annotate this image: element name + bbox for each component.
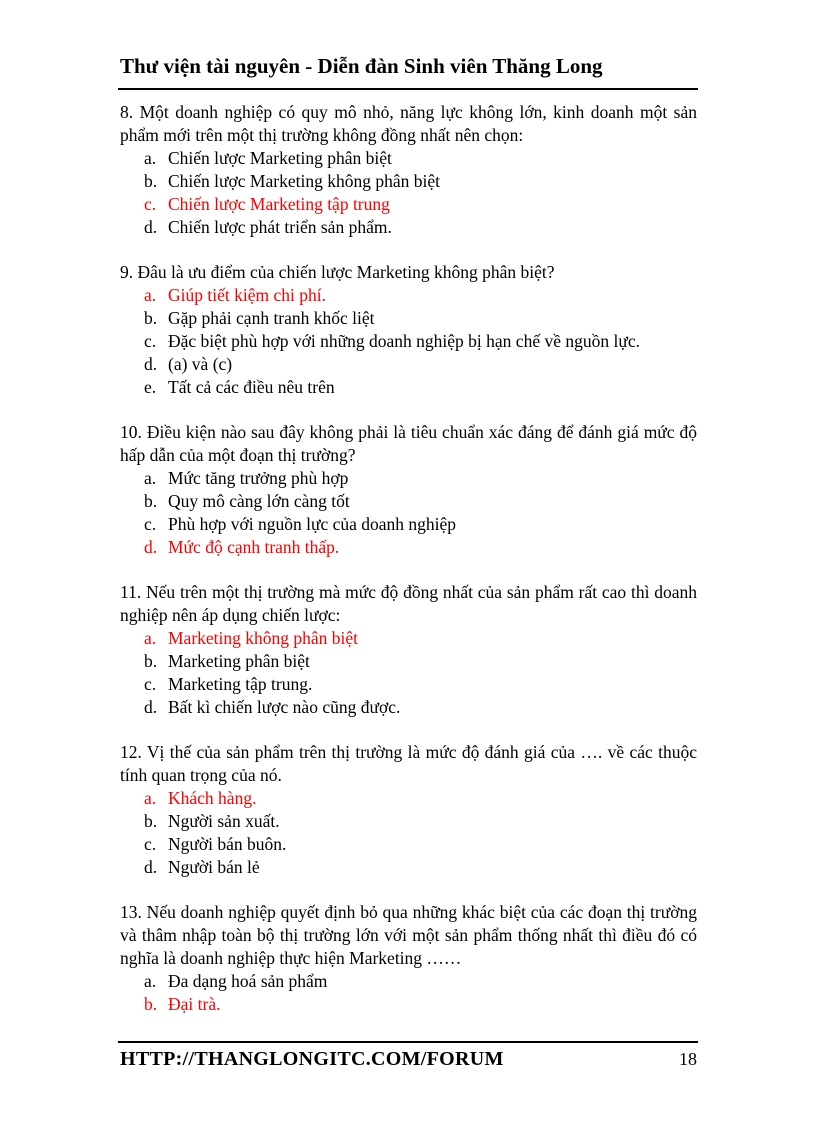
option-text: Chiến lược Marketing phân biệt bbox=[168, 148, 392, 168]
option-list bbox=[120, 970, 697, 1016]
header-divider bbox=[118, 88, 698, 90]
option-letter: a. bbox=[144, 148, 157, 168]
option-b bbox=[144, 307, 697, 330]
option-b bbox=[144, 650, 697, 673]
option-a-correct bbox=[144, 787, 697, 810]
option-list bbox=[120, 284, 697, 399]
option-letter: c. bbox=[144, 834, 157, 854]
option-letter: a. bbox=[144, 468, 157, 488]
option-letter: a. bbox=[144, 285, 157, 305]
option-c bbox=[144, 833, 697, 856]
question-8 bbox=[120, 101, 697, 239]
option-letter: b. bbox=[144, 651, 158, 671]
option-text: Tất cả các điều nêu trên bbox=[168, 377, 335, 397]
option-text: Chiến lược phát triển sản phẩm. bbox=[168, 217, 392, 237]
option-c bbox=[144, 513, 697, 536]
option-text: Marketing không phân biệt bbox=[168, 628, 359, 648]
page-number: 18 bbox=[679, 1049, 697, 1069]
question-9 bbox=[120, 261, 697, 399]
option-letter: c. bbox=[144, 674, 157, 694]
option-text: Giúp tiết kiệm chi phí. bbox=[168, 285, 326, 305]
option-letter: d. bbox=[144, 697, 158, 717]
option-letter: a. bbox=[144, 788, 157, 808]
option-text: Bất kì chiến lược nào cũng được. bbox=[168, 697, 401, 717]
option-text: Mức tăng trưởng phù hợp bbox=[168, 468, 349, 488]
option-b bbox=[144, 170, 697, 193]
option-letter: b. bbox=[144, 308, 158, 328]
option-list bbox=[120, 627, 697, 719]
option-text: Phù hợp với nguồn lực của doanh nghiệp bbox=[168, 514, 457, 534]
option-list bbox=[120, 787, 697, 879]
option-d-correct bbox=[144, 536, 697, 559]
option-b bbox=[144, 490, 697, 513]
option-text: Marketing phân biệt bbox=[168, 651, 310, 671]
option-text: Khách hàng. bbox=[168, 788, 257, 808]
question-text: 9. Đâu là ưu điểm của chiến lược Marketing không phân biệt? bbox=[120, 262, 555, 282]
option-text: Đa dạng hoá sản phẩm bbox=[168, 971, 328, 991]
option-a bbox=[144, 970, 697, 993]
option-text: Đại trà. bbox=[168, 994, 221, 1014]
option-letter: b. bbox=[144, 811, 158, 831]
option-d bbox=[144, 353, 697, 376]
option-letter: c. bbox=[144, 331, 157, 351]
question-list bbox=[120, 101, 697, 1038]
option-text: Người sản xuất. bbox=[168, 811, 280, 831]
option-a bbox=[144, 467, 697, 490]
option-letter: b. bbox=[144, 171, 158, 191]
option-text: (a) và (c) bbox=[168, 354, 233, 374]
option-letter: d. bbox=[144, 354, 158, 374]
option-text: Quy mô càng lớn càng tốt bbox=[168, 491, 350, 511]
option-letter: a. bbox=[144, 628, 157, 648]
option-letter: c. bbox=[144, 514, 157, 534]
option-letter: a. bbox=[144, 971, 157, 991]
option-letter: d. bbox=[144, 857, 158, 877]
footer-divider bbox=[118, 1041, 698, 1043]
option-text: Gặp phải cạnh tranh khốc liệt bbox=[168, 308, 375, 328]
option-d bbox=[144, 856, 697, 879]
option-text: Mức độ cạnh tranh thấp. bbox=[168, 537, 340, 557]
option-text: Người bán buôn. bbox=[168, 834, 287, 854]
question-13 bbox=[120, 901, 697, 1016]
option-a-correct bbox=[144, 284, 697, 307]
option-text: Chiến lược Marketing không phân biệt bbox=[168, 171, 440, 191]
option-b bbox=[144, 810, 697, 833]
question-12 bbox=[120, 741, 697, 879]
option-c bbox=[144, 673, 697, 696]
question-text: 12. Vị thế của sản phẩm trên thị trường là mức độ đánh giá của …. về các thuộc tính quan trọng của nó. bbox=[120, 742, 697, 785]
option-a bbox=[144, 147, 697, 170]
option-a-correct bbox=[144, 627, 697, 650]
option-c-correct bbox=[144, 193, 697, 216]
option-c bbox=[144, 330, 697, 353]
question-10 bbox=[120, 421, 697, 559]
option-d bbox=[144, 696, 697, 719]
question-text: 11. Nếu trên một thị trường mà mức độ đồng nhất của sản phẩm rất cao thì doanh nghiệp nên áp dụng chiến lược: bbox=[120, 582, 697, 625]
option-letter: e. bbox=[144, 377, 157, 397]
option-d bbox=[144, 216, 697, 239]
header-title: Thư viện tài nguyên - Diễn đàn Sinh viên Thăng Long bbox=[120, 54, 603, 78]
question-text: 8. Một doanh nghiệp có quy mô nhỏ, năng lực không lớn, kinh doanh một sản phẩm mới trên một thị trường không đồng nhất nên chọn: bbox=[120, 102, 697, 145]
option-text: Marketing tập trung. bbox=[168, 674, 313, 694]
option-text: Chiến lược Marketing tập trung bbox=[168, 194, 390, 214]
question-11 bbox=[120, 581, 697, 719]
option-letter: d. bbox=[144, 537, 158, 557]
option-letter: b. bbox=[144, 994, 158, 1014]
option-list bbox=[120, 467, 697, 559]
option-letter: d. bbox=[144, 217, 158, 237]
option-b-correct bbox=[144, 993, 697, 1016]
question-text: 13. Nếu doanh nghiệp quyết định bỏ qua những khác biệt của các đoạn thị trường và thâm nhập toàn bộ thị trường lớn với một sản phẩm thống nhất thì điều đó có nghĩa là doanh nghiệp thực hiện Marketing …… bbox=[120, 902, 697, 968]
option-text: Người bán lẻ bbox=[168, 857, 260, 877]
option-list bbox=[120, 147, 697, 239]
option-e bbox=[144, 376, 697, 399]
option-letter: b. bbox=[144, 491, 158, 511]
option-letter: c. bbox=[144, 194, 157, 214]
footer-url-link[interactable]: HTTP://THANGLONGITC.COM/FORUM bbox=[120, 1048, 504, 1070]
option-text: Đặc biệt phù hợp với những doanh nghiệp bị hạn chế về nguồn lực. bbox=[168, 331, 640, 351]
question-text: 10. Điều kiện nào sau đây không phải là tiêu chuẩn xác đáng để đánh giá mức độ hấp dẫn của một đoạn thị trường? bbox=[120, 422, 697, 465]
